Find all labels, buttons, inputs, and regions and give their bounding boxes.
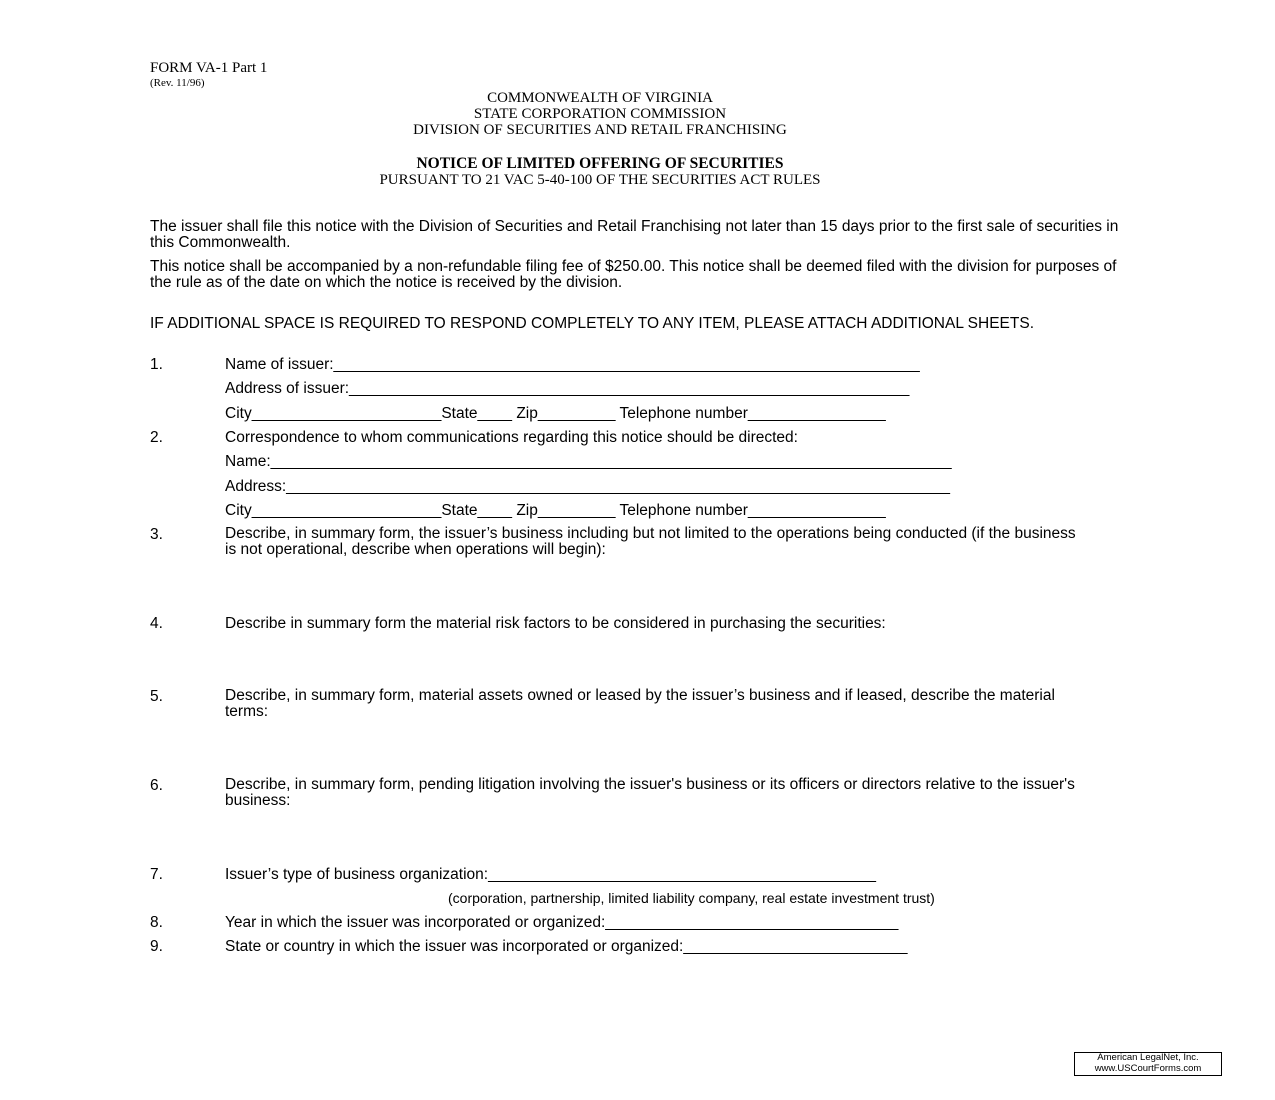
page-title: NOTICE OF LIMITED OFFERING OF SECURITIES xyxy=(416,155,784,172)
header-division: DIVISION OF SECURITIES AND RETAIL FRANCHISING xyxy=(413,122,787,138)
item-number-7: 7. xyxy=(150,866,163,883)
revision-date: (Rev. 11/96) xyxy=(150,77,205,89)
item-number-8: 8. xyxy=(150,914,163,931)
incorporation-year-field[interactable]: Year in which the issuer was incorporated or organized:__________________________________ xyxy=(225,914,899,931)
business-organization-type-field[interactable]: Issuer’s type of business organization:_____________________________________________ xyxy=(225,866,876,883)
item-number-2: 2. xyxy=(150,429,163,446)
instruction-filing-fee: This notice shall be accompanied by a non-refundable filing fee of $250.00. This notice shall be deemed filed with the division for purposes of the rule as of the date on which the notice is received by the division. xyxy=(150,258,1117,291)
item-number-6: 6. xyxy=(150,777,163,794)
page-subtitle: PURSUANT TO 21 VAC 5-40-100 OF THE SECURITIES ACT RULES xyxy=(379,172,821,188)
item-number-1: 1. xyxy=(150,356,163,373)
publisher-footer xyxy=(1074,1052,1222,1076)
correspondence-name-field[interactable]: Name:_______________________________________________________________________________ xyxy=(225,453,952,470)
publisher-url: www.USCourtForms.com xyxy=(1094,1062,1202,1074)
instruction-additional-sheets: IF ADDITIONAL SPACE IS REQUIRED TO RESPOND COMPLETELY TO ANY ITEM, PLEASE ATTACH ADDITIONAL SHEETS. xyxy=(150,315,1035,332)
material-assets-prompt: Describe, in summary form, material assets owned or leased by the issuer’s business and if leased, describe the material terms: xyxy=(225,687,1055,720)
correspondence-address-field[interactable]: Address:_____________________________________________________________________________ xyxy=(225,478,950,495)
business-description-prompt: Describe, in summary form, the issuer’s business including but not limited to the operations being conducted (if the business is not operational, describe when operations will begin): xyxy=(225,525,1076,558)
item-number-9: 9. xyxy=(150,938,163,955)
correspondence-city-state-zip-phone-field[interactable]: City______________________State____ Zip_________ Telephone number________________ xyxy=(225,502,886,519)
issuer-city-state-zip-phone-field[interactable]: City______________________State____ Zip_________ Telephone number________________ xyxy=(225,405,886,422)
item-number-4: 4. xyxy=(150,615,163,632)
item-number-3: 3. xyxy=(150,526,163,543)
header-commission: STATE CORPORATION COMMISSION xyxy=(473,106,727,122)
publisher-name: American LegalNet, Inc. xyxy=(1097,1052,1199,1063)
incorporation-state-field[interactable]: State or country in which the issuer was incorporated or organized:__________________________ xyxy=(225,938,908,955)
instruction-filing-deadline: The issuer shall file this notice with the Division of Securities and Retail Franchising not later than 15 days prior to the first sale of securities in this Commonwealth. xyxy=(150,218,1119,251)
business-organization-type-hint: (corporation, partnership, limited liability company, real estate investment trust) xyxy=(448,890,935,906)
item-number-5: 5. xyxy=(150,688,163,705)
issuer-name-field[interactable]: Name of issuer:____________________________________________________________________ xyxy=(225,356,920,373)
form-id: FORM VA-1 Part 1 xyxy=(150,60,268,76)
pending-litigation-prompt: Describe, in summary form, pending litigation involving the issuer's business or its officers or directors relative to the issuer's business: xyxy=(225,776,1075,809)
header-commonwealth: COMMONWEALTH OF VIRGINIA xyxy=(487,90,713,106)
issuer-address-field[interactable]: Address of issuer:_________________________________________________________________ xyxy=(225,380,910,397)
correspondence-intro: Correspondence to whom communications regarding this notice should be directed: xyxy=(225,429,798,446)
risk-factors-prompt: Describe in summary form the material risk factors to be considered in purchasing the securities: xyxy=(225,615,886,632)
